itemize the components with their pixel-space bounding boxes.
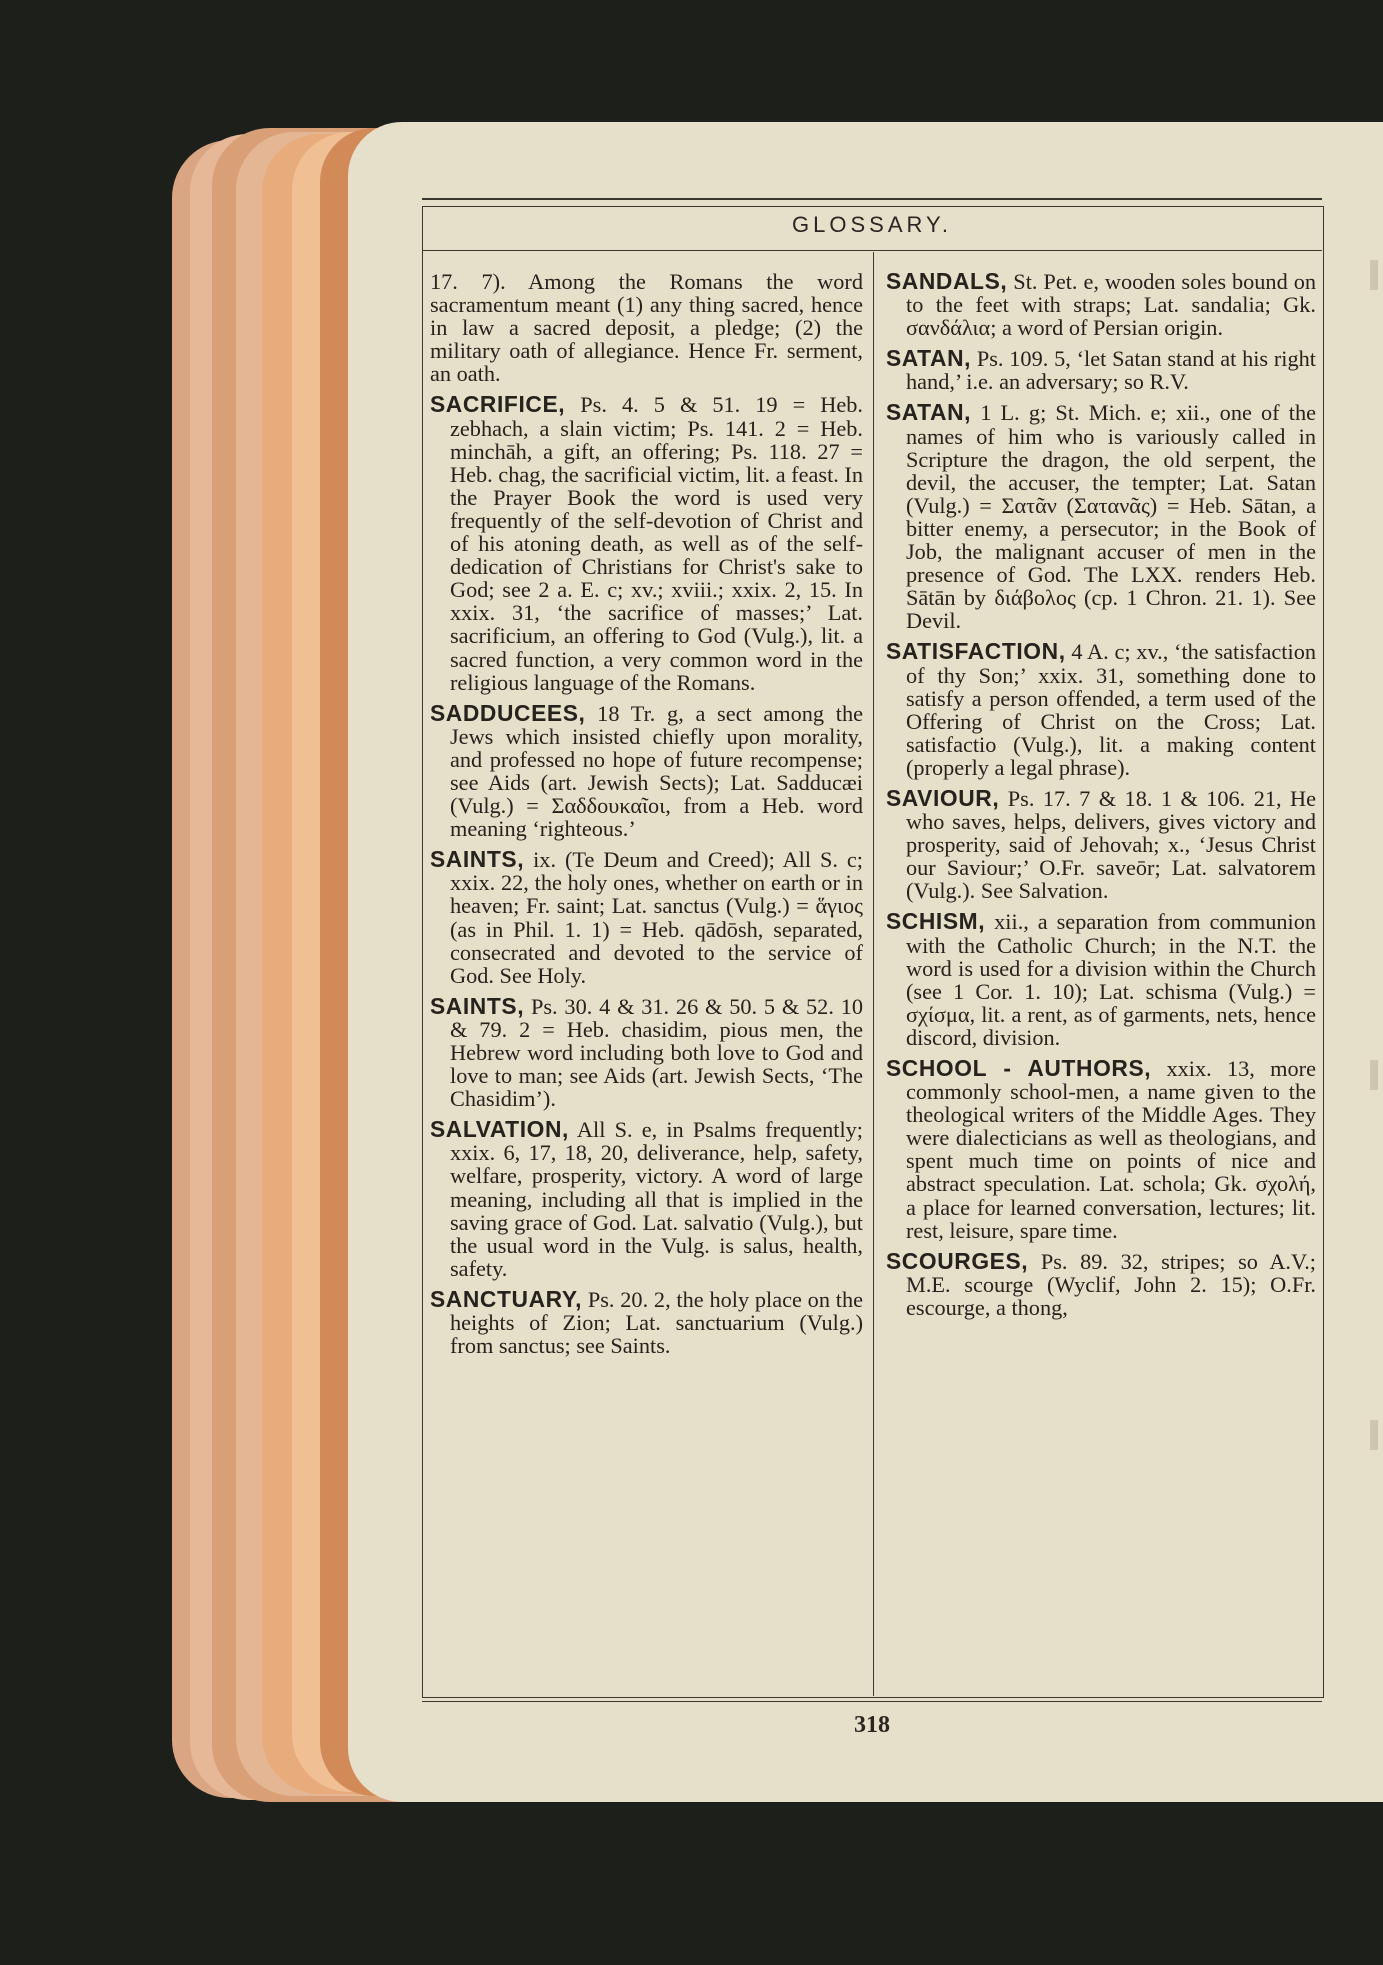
entry-text: 18 Tr. g, a sect among the Jews which insisted chiefly upon morality, and professed no hope of future recompense; see Aids (art. Jewish Sects); Lat. Sadducæi (Vulg.) = Σαδδουκαῖοι, from a Heb. word meaning ‘righteous.’ <box>450 700 863 842</box>
entry-text: Ps. 109. 5, ‘let Satan stand at his right hand,’ i.e. an adversary; so R.V. <box>906 346 1316 395</box>
entry-text: Ps. 4. 5 & 51. 19 = Heb. zebhach, a slain victim; Ps. 141. 2 = Heb. minchāh, a gift, an offering; Ps. 118. 27 = Heb. chag, the sacrificial victim, lit. a feast. In the Prayer Book the word is used very frequently of the self-devotion of Christ and of his atoning death, as well as of the self-dedication of Christians for Christ's sake to God; see 2 a. E. c; xv.; xviii.; xxix. 2, 15. In xxix. 31, ‘the sacrifice of masses;’ Lat. sacrificium, an offering to God (Vulg.), lit. a sacred function, a very common word in the religious language of the Romans. <box>450 392 863 695</box>
entry-headword: SAINTS, <box>430 992 525 1019</box>
left-column <box>430 270 863 1365</box>
entry-headword: SCHISM, <box>886 908 986 935</box>
entry-text: 4 A. c; xv., ‘the satisfaction of thy Son;’ xxix. 31, something done to satisfy a person offended, a term used of the Offering of Christ on the Cross; Lat. satisfactio (Vulg.), lit. a making content (properly a legal phrase). <box>906 639 1316 780</box>
entry-text: 17. 7). Among the Romans the word sacramentum meant (1) any thing sacred, hence in law a sacred deposit, a pledge; (2) the military oath of allegiance. Hence Fr. serment, an oath. <box>430 269 863 387</box>
glossary-entry <box>886 347 1316 393</box>
glossary-entry <box>886 910 1316 1049</box>
entry-headword: SADDUCEES, <box>430 699 586 726</box>
glossary-entry <box>886 784 1317 904</box>
title-rule <box>422 250 1322 251</box>
entry-text: St. Pet. e, wooden soles bound on to the feet with straps; Lat. sandalia; Gk. σανδάλια; a word of Persian origin. <box>906 269 1316 341</box>
entry-text: All S. e, in Psalms frequently; xxix. 6, 17, 18, 20, deliverance, help, safety, welfare, prosperity, victory. A word of large meaning, including all that is implied in the saving grace of God. Lat. salvatio (Vulg.), but the usual word in the Vulg. is salus, health, safety. <box>450 1117 863 1281</box>
entry-text: ix. (Te Deum and Creed); All S. c; xxix. 22, the holy ones, whether on earth or in heaven; Fr. saint; Lat. sanctus (Vulg.) = ἅγιος (as in Phil. 1. 1) = Heb. qādōsh, separated, consecrated and devoted to the service of God. See Holy. <box>450 847 863 988</box>
glossary-entry <box>886 1057 1316 1242</box>
entry-text: Ps. 17. 7 & 18. 1 & 106. 21, He who saves, helps, delivers, gives victory and prosperity, said of Jehovah; x., ‘Jesus Christ our Saviour;’ O.Fr. saveōr; Lat. salvatorem (Vulg.). See Salvation. <box>906 785 1317 904</box>
entry-headword: SATISFACTION, <box>886 638 1066 665</box>
page-tab-mark <box>1370 260 1378 290</box>
entry-text: 1 L. g; St. Mich. e; xii., one of the names of him who is variously called in Scripture the dragon, the old serpent, the devil, the accuser, the tempter; Lat. Satan (Vulg.) = Σατᾶν (Σατανᾶς) = Heb. Sātan, a bitter enemy, a persecutor; in the Book of Job, the malignant accuser of men in the presence of God. The LXX. renders Heb. Sātān by διάβολος (cp. 1 Chron. 21. 1). See Devil. <box>906 400 1316 634</box>
glossary-entry <box>430 992 864 1112</box>
glossary-entry <box>430 848 863 987</box>
entry-headword: SAVIOUR, <box>886 784 1000 811</box>
glossary-entry <box>886 270 1316 339</box>
glossary-entry <box>430 270 863 385</box>
entry-headword: SANDALS, <box>886 268 1008 294</box>
page-number: 318 <box>854 1712 890 1738</box>
entry-text: Ps. 20. 2, the holy place on the heights of Zion; Lat. sanctuarium (Vulg.) from sanctus; see Saints. <box>450 1286 863 1359</box>
glossary-entry <box>430 699 863 842</box>
column-divider <box>873 252 874 1696</box>
glossary-entry <box>430 1285 863 1359</box>
page-title: GLOSSARY. <box>792 212 952 237</box>
glossary-entry <box>886 640 1316 779</box>
glossary-entry <box>430 1118 863 1280</box>
entry-text: xxix. 13, more commonly school-men, a name given to the theological writers of the Middle Ages. They were dialecticians as well as theologians, and spent much time on points of nice and abstract speculation. Lat. schola; Gk. σχολή, a place for learned conversation, lectures; lit. rest, leisure, spare time. <box>906 1056 1316 1243</box>
entry-text: xii., a separation from communion with the Catholic Church; in the N.T. the word is used for a division within the Church (see 1 Cor. 1. 10); Lat. schisma (Vulg.) = σχίσμα, lit. a rent, as of garments, nets, hence discord, division. <box>906 909 1316 1050</box>
entry-headword: SACRIFICE, <box>430 391 566 418</box>
glossary-entry <box>886 401 1316 632</box>
entry-headword: SANCTUARY, <box>430 1285 583 1312</box>
glossary-entry <box>886 1247 1316 1320</box>
entry-headword: SCOURGES, <box>886 1247 1029 1274</box>
entry-headword: SCHOOL - AUTHORS, <box>886 1055 1152 1081</box>
page-tab-mark <box>1370 1420 1378 1450</box>
right-column <box>886 270 1316 1327</box>
entry-text: Ps. 30. 4 & 31. 26 & 50. 5 & 52. 10 & 79. 2 = Heb. chasidim, pious men, the Hebrew word including both love to God and love to man; see Aids (art. Jewish Sects, ‘The Chasidim’). <box>450 993 864 1112</box>
top-rule <box>422 198 1322 200</box>
entry-headword: SATAN, <box>886 399 972 426</box>
entry-headword: SAINTS, <box>430 846 525 873</box>
entry-headword: SALVATION, <box>430 1116 569 1143</box>
entry-headword: SATAN, <box>886 345 972 372</box>
page-tab-mark <box>1370 1060 1378 1090</box>
glossary-entry <box>430 393 863 693</box>
entry-text: Ps. 89. 32, stripes; so A.V.; M.E. scourge (Wyclif, John 2. 15); O.Fr. escourge, a thong, <box>906 1248 1316 1320</box>
bottom-rule <box>422 1701 1322 1702</box>
